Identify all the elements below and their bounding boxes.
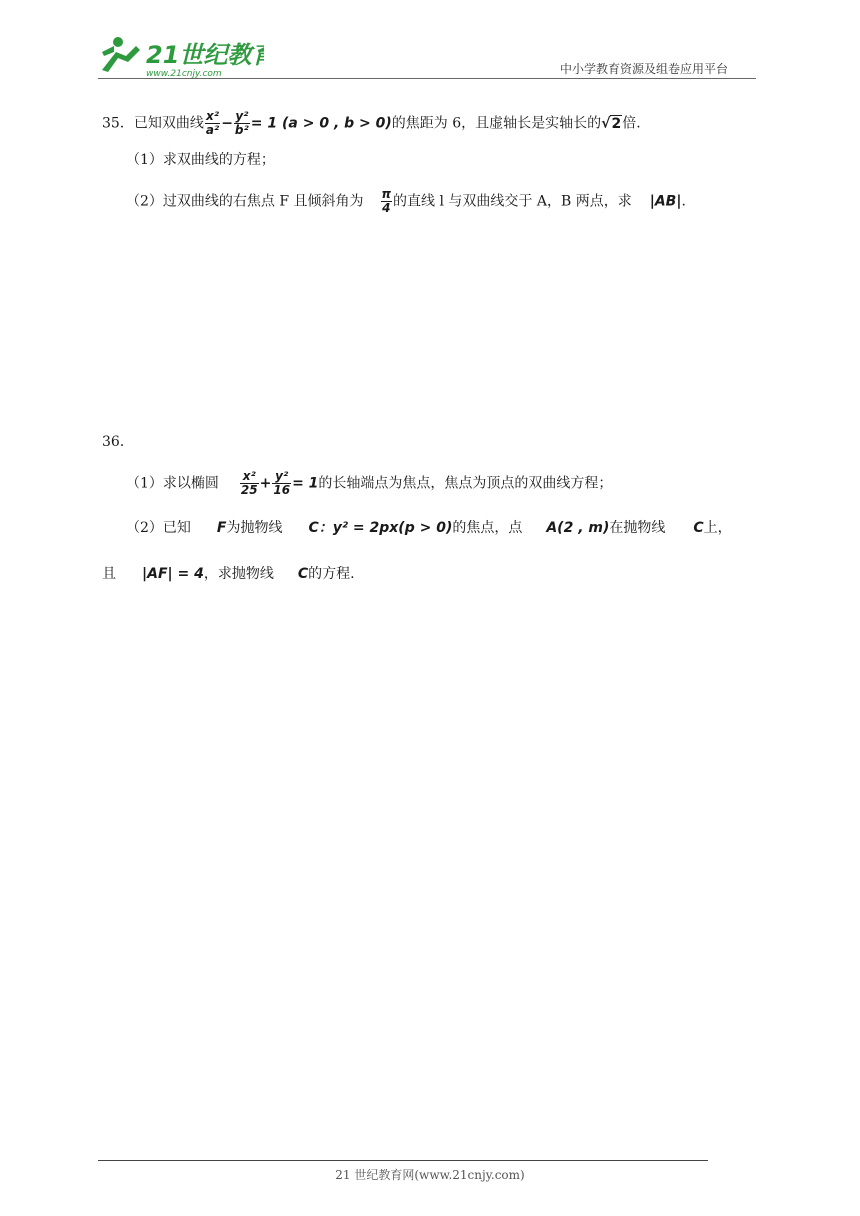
q36-C: C	[693, 520, 704, 536]
q35-minus: −	[221, 115, 233, 132]
q35-fraction-x: $\frac{\text{x²}}{\text{a²}}$	[205, 109, 220, 137]
q36-part2-a: （2）已知	[126, 520, 191, 536]
q36-part2-d: 在抛物线	[609, 520, 666, 536]
q36-number: 36．	[102, 434, 134, 450]
footer-divider	[98, 1160, 708, 1161]
q36-part1	[126, 470, 612, 497]
platform-text: 中小学教育资源及组卷应用平台	[560, 62, 729, 76]
q36-C2: C	[297, 566, 309, 582]
q36-line3-c: 的方程.	[308, 566, 355, 582]
q35-fraction-y: $\frac{\text{y²}}{\text{b²}}$	[234, 109, 249, 137]
q36-F: F	[216, 520, 227, 536]
q36-point: A(2 , m)	[546, 520, 610, 536]
q36-fraction-x: $\frac{\text{x²}}{25}$	[240, 469, 258, 497]
q35-part2-a: （2）过双曲线的右焦点 F 且倾斜角为	[126, 193, 364, 210]
q35-suffix: 倍.	[622, 115, 641, 132]
q36-part2-e: 上，	[703, 520, 732, 536]
q36-part1-a: （1）求以椭圆	[126, 475, 219, 492]
q36-fraction-y: $\frac{\text{y²}}{16}$	[273, 469, 291, 497]
q36-plus: +	[259, 475, 272, 492]
site-logo	[92, 30, 264, 80]
q36-af: |AF| = 4	[142, 566, 204, 582]
header-divider	[98, 78, 756, 79]
q36-parabola: C：y² = 2px(p > 0)	[308, 520, 453, 536]
q35-ab: |AB|	[649, 193, 682, 210]
q35-mid-text: 的焦距为 6，且虚轴长是实轴长的	[391, 115, 602, 132]
q36-line3-a: 且	[102, 566, 116, 582]
q35-part2: （2）过双曲线的右焦点 F 且倾斜角为 $\frac{\pi}{4}$ 的直线 l 与双曲线交于 A，B 两点，求 |AB|.	[126, 187, 686, 215]
q35-number: 35．	[102, 115, 134, 132]
logo-text: 21世纪教育	[146, 41, 264, 69]
q36-line3-b: ，求抛物线	[203, 566, 274, 582]
logo-url-text: www.21cnjy.com	[146, 69, 222, 79]
q35-part1: （1）求双曲线的方程；	[126, 152, 275, 168]
q36-eq1: = 1	[292, 475, 319, 492]
q36-part2-c: 的焦点，点	[452, 520, 523, 536]
q35-part2-b: 的直线 l 与双曲线交于 A，B 两点，求	[393, 193, 632, 210]
q35-condition: = 1 (a > 0 , b > 0)	[250, 115, 392, 132]
q36-part2-b: 为抛物线	[226, 520, 283, 536]
q36-part1-b: 的长轴端点为焦点，焦点为顶点的双曲线方程；	[318, 475, 613, 492]
q35-pi-fraction: $\frac{\pi}{4}$	[381, 187, 392, 215]
q36-line3	[102, 564, 355, 584]
q35-sqrt: √2	[601, 115, 622, 132]
q36-part2	[126, 518, 732, 538]
q35-prefix: 已知双曲线	[133, 115, 204, 132]
q35-line1	[102, 110, 641, 137]
footer-text: 21 世纪教育网(www.21cnjy.com)	[335, 1168, 525, 1182]
